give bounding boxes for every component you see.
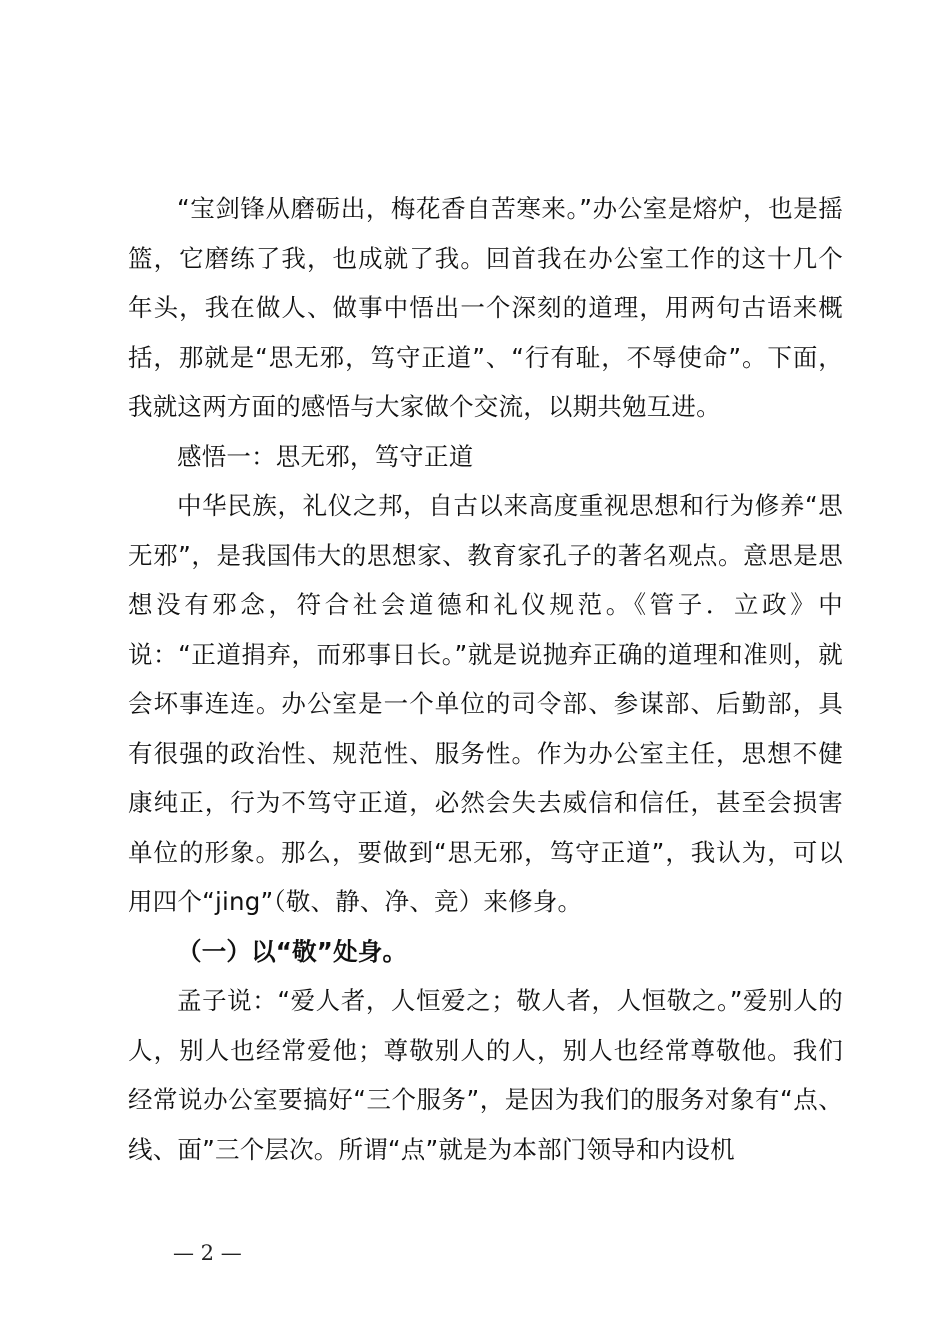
section-heading: 感悟一：思无邪，笃守正道 xyxy=(177,441,474,471)
intro-paragraph: “宝剑锋从磨砺出，梅花香自苦寒来。”办公室是熔炉，也是摇篮，它磨练了我，也成就了我。回首我在办公室工作的这十几个年头，我在做人、做事中悟出一个深刻的道理，用两句古语来概括，那就是“思无邪，笃守正道”、“行有耻，不辱使命”。下面，我就这两方面的感悟与大家做个交流，以期共勉互进。 xyxy=(128,194,843,421)
body-paragraph-2: 孟子说：“爱人者，人恒爱之；敬人者，人恒敬之。”爱别人的人，别人也经常爱他；尊敬别人的人，别人也经常尊敬他。我们经常说办公室要搞好“三个服务”，是因为我们的服务对象有“点、线、面”三个层次。所谓“点”就是为本部门领导和内设机 xyxy=(128,986,843,1164)
body-paragraph: 中华民族，礼仪之邦，自古以来高度重视思想和行为修养“思无邪”，是我国伟大的思想家、教育家孔子的著名观点。意思是思想没有邪念，符合社会道德和礼仪规范。《管子．立政》中说：“正道捐弃，而邪事日长。”就是说抛弃正确的道理和准则，就会坏事连连。办公室是一个单位的司令部、参谋部、后勤部，具有很强的政治性、规范性、服务性。作为办公室主任，思想不健康纯正，行为不笃守正道，必然会失去威信和信任，甚至会损害单位的形象。那么，要做到“思无邪，笃守正道”，我认为，可以用四个“jing”（敬、静、净、竞）来修身。 xyxy=(128,491,843,916)
subsection-heading: （一）以“敬”处身。 xyxy=(177,936,408,966)
page-number: — 2 — xyxy=(173,1241,242,1265)
body-text xyxy=(128,184,843,1174)
